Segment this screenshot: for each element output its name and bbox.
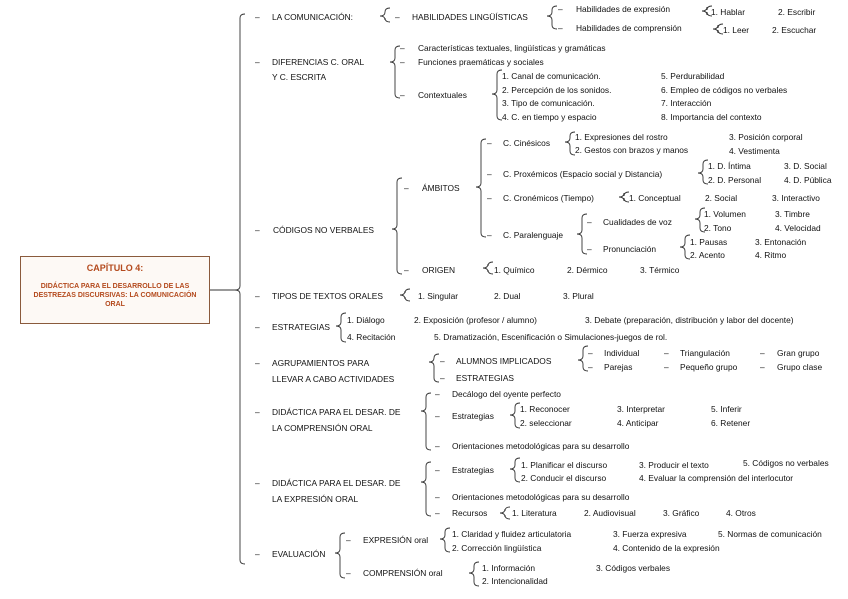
node-label: 1. Diálogo <box>347 315 385 325</box>
bullet-dash: – <box>760 362 765 372</box>
curly-brace <box>392 178 402 274</box>
node-label: 3. Debate (preparación, distribución y labor del docente) <box>585 315 794 325</box>
node-label: 4. Contenido de la expresión <box>613 543 720 553</box>
bullet-dash: – <box>558 4 563 14</box>
node-label: 1. Conceptual <box>629 193 681 203</box>
node-label: Decálogo del oyente perfecto <box>452 389 561 399</box>
bullet-dash: – <box>404 265 409 275</box>
node-label: 2. Corrección lingüística <box>452 543 542 553</box>
node-label: 4. Evaluar la comprensión del interlocutor <box>639 473 794 483</box>
bullet-dash: – <box>255 549 260 559</box>
node-label: ORIGEN <box>422 265 456 275</box>
node-label: Cualidades de voz <box>603 217 672 227</box>
bullet-dash: – <box>255 225 260 235</box>
node-label: 3. Térmico <box>640 265 680 275</box>
node-label: 1. Planificar el discurso <box>521 460 608 470</box>
node-label: ALUMNOS IMPLICADOS <box>456 356 552 366</box>
node-label: LA COMPRENSIÓN ORAL <box>272 423 373 433</box>
node-label: 1. Información <box>482 563 536 573</box>
bullet-dash: – <box>255 322 260 332</box>
node-label: DIDÁCTICA PARA EL DESAR. DE <box>272 478 401 488</box>
node-label: 5. Inferir <box>711 404 742 414</box>
node-label: 4. Vestimenta <box>729 146 780 156</box>
node-label: Estrategias <box>452 411 494 421</box>
node-label: Grupo clase <box>777 362 823 372</box>
node-label: 3. Interpretar <box>617 404 665 414</box>
curly-brace <box>469 562 479 586</box>
node-label: Estrategias <box>452 465 494 475</box>
node-label: 3. Gráfico <box>663 508 700 518</box>
node-label: 3. Códigos verbales <box>596 563 671 573</box>
node-label: 5. Códigos no verbales <box>743 458 829 468</box>
node-label: 2. Escribir <box>778 7 816 17</box>
curly-brace <box>577 214 587 254</box>
node-label: Triangulación <box>680 348 730 358</box>
chapter-title: CAPÍTULO 4: <box>86 263 144 273</box>
bullet-dash: – <box>255 291 260 301</box>
node-label: TIPOS DE TEXTOS ORALES <box>272 291 383 301</box>
bullet-dash: – <box>487 169 492 179</box>
curly-brace <box>713 24 723 34</box>
bullet-dash: – <box>346 535 351 545</box>
bullet-dash: – <box>440 373 445 383</box>
node-label: 6. Empleo de códigos no verbales <box>661 85 788 95</box>
curly-brace <box>429 354 439 382</box>
node-label: Recursos <box>452 508 488 518</box>
bullet-dash: – <box>435 492 440 502</box>
node-label: 2. Acento <box>690 250 725 260</box>
bullet-dash: – <box>255 478 260 488</box>
node-label: 4. Otros <box>726 508 756 518</box>
bullet-dash: – <box>435 389 440 399</box>
bullet-dash: – <box>400 90 405 100</box>
node-label: 3. Plural <box>563 291 594 301</box>
bullet-dash: – <box>255 358 260 368</box>
node-label: Habilidades de comprensión <box>576 23 682 33</box>
node-label: DIDÁCTICA PARA EL DESAR. DE <box>272 407 401 417</box>
node-label: 3. Interactivo <box>772 193 820 203</box>
bullet-dash: – <box>395 12 400 22</box>
node-label: HABILIDADES LINGÜÍSTICAS <box>412 12 528 22</box>
node-label: Orientaciones metodológicas para su desarrollo <box>452 441 630 451</box>
node-label: 2. Gestos con brazos y manos <box>575 145 689 155</box>
node-label: EXPRESIÓN oral <box>363 535 429 545</box>
node-label: 5. Normas de comunicación <box>718 529 822 539</box>
node-label: 4. Ritmo <box>755 250 787 260</box>
curly-brace <box>400 289 410 301</box>
curly-brace <box>235 14 245 564</box>
node-label: Características textuales, lingüísticas y gramáticas <box>418 43 606 53</box>
node-label: 1. Hablar <box>711 7 745 17</box>
node-label: EVALUACIÓN <box>272 549 326 559</box>
bullet-dash: – <box>588 348 593 358</box>
node-label: AGRUPAMIENTOS PARA <box>272 358 370 368</box>
node-label: 2. Conducir el discurso <box>521 473 607 483</box>
bullet-dash: – <box>255 12 260 22</box>
node-label: 5. Dramatización, Escenificación o Simulaciones-juegos de rol. <box>434 332 668 342</box>
node-label: 3. Producir el texto <box>639 460 709 470</box>
node-label: ESTRATEGIAS <box>456 373 515 383</box>
bullet-dash: – <box>346 568 351 578</box>
bullet-dash: – <box>487 230 492 240</box>
bullet-dash: – <box>255 407 260 417</box>
curly-brace <box>421 462 431 516</box>
node-label: Y C. ESCRITA <box>272 72 327 82</box>
node-label: 4. D. Pública <box>784 175 832 185</box>
node-label: 4. Recitación <box>347 332 396 342</box>
node-label: 1. Químico <box>494 265 535 275</box>
node-label: 2. Social <box>705 193 738 203</box>
curly-brace <box>578 346 588 371</box>
node-label: Funciones praemáticas y sociales <box>418 57 544 67</box>
node-label: 1. Volumen <box>704 209 746 219</box>
node-label: 3. D. Social <box>784 161 827 171</box>
node-label: ESTRATEGIAS <box>272 322 331 332</box>
node-label: 2. Percepción de los sonidos. <box>502 85 612 95</box>
node-label: 1. Reconocer <box>520 404 570 414</box>
node-label: 4. Velocidad <box>775 223 821 233</box>
node-label: CÓDIGOS NO VERBALES <box>273 225 374 235</box>
node-label: Individual <box>604 348 640 358</box>
curly-brace <box>510 458 520 482</box>
node-label: LLEVAR A CABO ACTIVIDADES <box>272 374 395 384</box>
node-label: 2. Tono <box>704 223 732 233</box>
node-label: 2. Dérmico <box>567 265 608 275</box>
curly-brace <box>380 8 390 22</box>
curly-brace <box>440 528 450 552</box>
bullet-dash: – <box>587 244 592 254</box>
bullet-dash: – <box>487 193 492 203</box>
node-label: COMPRENSIÓN oral <box>363 568 443 578</box>
node-label: Pronunciación <box>603 244 657 254</box>
curly-brace <box>680 235 690 259</box>
node-label: 2. D. Personal <box>708 175 762 185</box>
bullet-dash: – <box>587 217 592 227</box>
node-label: LA COMUNICACIÓN: <box>272 12 353 22</box>
curly-brace <box>336 313 346 342</box>
node-label: Pequeño grupo <box>680 362 738 372</box>
node-label: Habilidades de expresión <box>576 4 671 14</box>
node-label: C. Proxémicos (Espacio social y Distancia) <box>503 169 663 179</box>
node-label: 4. Anticipar <box>617 418 659 428</box>
bullet-dash: – <box>435 441 440 451</box>
node-label: Parejas <box>604 362 633 372</box>
bullet-dash: – <box>404 183 409 193</box>
bullet-dash: – <box>487 138 492 148</box>
bullet-dash: – <box>400 57 405 67</box>
node-label: 7. Interacción <box>661 98 712 108</box>
bullet-dash: – <box>664 348 669 358</box>
node-label: 3. Timbre <box>775 209 810 219</box>
bullet-dash: – <box>588 362 593 372</box>
node-label: 1. Leer <box>723 25 750 35</box>
node-label: 6. Retener <box>711 418 751 428</box>
node-label: C. Cinésicos <box>503 138 551 148</box>
node-label: 5. Perdurabilidad <box>661 71 725 81</box>
bullet-dash: – <box>440 356 445 366</box>
curly-brace <box>476 139 486 237</box>
node-label: LA EXPRESIÓN ORAL <box>272 494 359 504</box>
bullet-dash: – <box>760 348 765 358</box>
chapter-box <box>20 256 210 324</box>
node-label: 1. Singular <box>418 291 459 301</box>
node-label: 2. Exposición (profesor / alumno) <box>414 315 537 325</box>
curly-brace <box>335 533 345 578</box>
curly-brace <box>492 70 502 120</box>
curly-brace <box>698 160 708 184</box>
bullet-dash: – <box>255 57 260 67</box>
node-label: DIFERENCIAS C. ORAL <box>272 57 365 67</box>
node-label: Contextuales <box>418 90 467 100</box>
node-label: 1. Canal de comunicación. <box>502 71 601 81</box>
node-label: ÁMBITOS <box>422 183 460 193</box>
curly-brace <box>483 262 493 274</box>
node-label: 3. Posición corporal <box>729 132 803 142</box>
bullet-dash: – <box>435 508 440 518</box>
bullet-dash: – <box>664 362 669 372</box>
node-label: 2. Audiovisual <box>584 508 636 518</box>
node-label: 2. Intencionalidad <box>482 576 548 586</box>
curly-brace <box>619 192 629 202</box>
bullet-dash: – <box>400 43 405 53</box>
curly-brace <box>547 6 557 29</box>
curly-brace <box>510 403 520 428</box>
node-label: 1. D. Íntima <box>708 161 751 171</box>
curly-brace <box>500 507 510 519</box>
node-label: 1. Expresiones del rostro <box>575 132 668 142</box>
chapter-subtitle: DIDÁCTICA PARA EL DESARROLLO DE LAS DESTREZAS DISCURSIVAS: LA COMUNICACIÓN ORAL <box>33 283 197 308</box>
node-label: 1. Claridad y fluidez articulatoria <box>452 529 572 539</box>
node-label: Orientaciones metodológicas para su desarrollo <box>452 492 630 502</box>
node-label: 2. seleccionar <box>520 418 572 428</box>
node-label: 3. Fuerza expresiva <box>613 529 687 539</box>
bullet-dash: – <box>435 465 440 475</box>
node-label: Gran grupo <box>777 348 820 358</box>
bullet-dash: – <box>558 23 563 33</box>
node-label: 1. Pausas <box>690 237 728 247</box>
node-label: 3. Entonación <box>755 237 807 247</box>
node-label: 2. Escuchar <box>772 25 817 35</box>
bullet-dash: – <box>435 411 440 421</box>
node-label: 8. Importancia del contexto <box>661 112 762 122</box>
node-label: 3. Tipo de comunicación. <box>502 98 595 108</box>
curly-brace <box>565 132 575 155</box>
node-label: 2. Dual <box>494 291 521 301</box>
node-label: 1. Literatura <box>512 508 557 518</box>
curly-brace <box>390 46 400 98</box>
node-label: C. Paralenguaje <box>503 230 564 240</box>
curly-brace <box>421 393 431 450</box>
node-label: C. Cronémicos (Tiempo) <box>503 193 594 203</box>
node-label: 4. C. en tiempo y espacio <box>502 112 597 122</box>
